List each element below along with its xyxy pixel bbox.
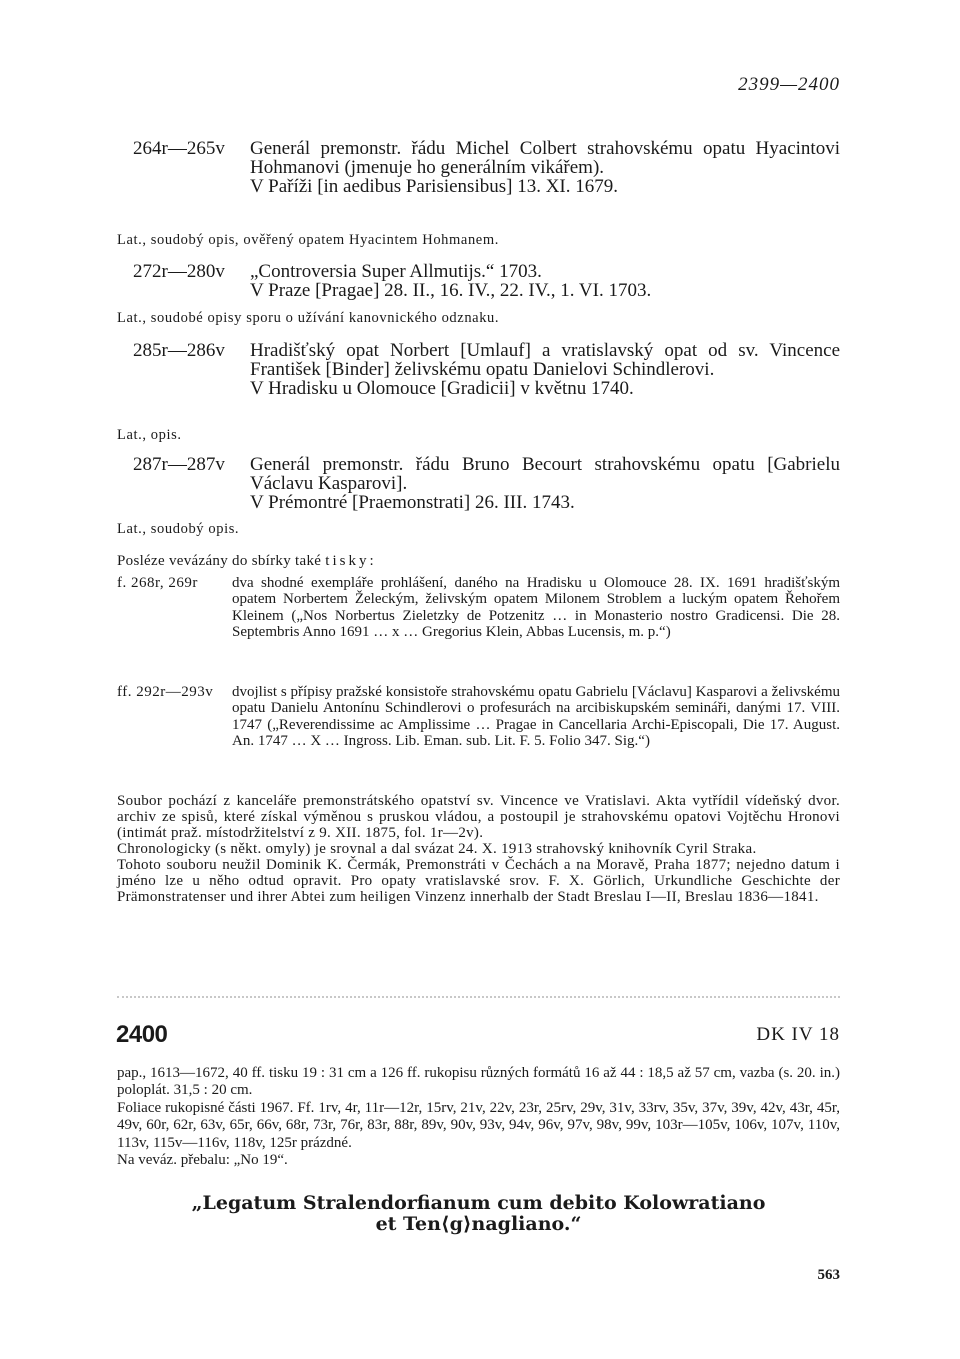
record-title (117, 1193, 840, 1235)
entry-body (250, 139, 840, 196)
print-text: dva shodné exempláře prohlášení, daného na Hradisku u Olomouce 28. IX. 1691 hradišťským opatem Norbertem Želeckým, želivským opatem Milonem Stroblem a luckým opatem Řehořem Kleinem („Nos Norbertus Zieletzky de Potzenitz … in Monasterio nostro Gradicensi. Die 28. Septembris Anno 1691 … x … Gregorius Klein, Abbas Lucensis, m. p.“) (232, 575, 840, 641)
prints-intro-colon: : (369, 553, 374, 569)
page-number: 563 (817, 1267, 840, 1283)
entry-text: „Controversia Super Allmutijs.“ 1703. (250, 261, 542, 282)
prints-intro-text: Posléze vevázány do sbírky také (117, 553, 326, 569)
print-text: dvojlist s přípisy pražské konsistoře strahovskému opatu Gabrielu [Václavu] Kasparovi a želivskému opatu Danielu Antonínu Schindlerovi o profesurách na arcibiskupském semináři, danými 17. VIII. 1747 („Reverendissime ac Amplissime … Pragae in Cancellaria Archi-Episcopali, Die 17. August. An. 1747 … X … Ingross. Lib. Eman. sub. Lit. F. 5. Folio 347. Sig.“) (232, 684, 840, 750)
folio-ref: 264r—265v (133, 138, 225, 159)
description-line: Foliace rukopisné části 1967. Ff. 1rv, 4r, 11r—12r, 15rv, 21v, 22v, 23r, 25rv, 29v, 31v, 33rv, 35v, 37v, 39v, 42v, 43r, 45r, 49v, 60r, 62r, 63v, 65r, 66v, 68r, 73r, 76r, 83r, 88r, 89v, 90v, 93v, 94v, 96v, 97v, 98v, 99v, 103r—105v, 106v, 107v, 110v, 113v, 115v—116v, 118v, 125r prázdné. (117, 1099, 840, 1151)
entry-note: Lat., opis. (117, 427, 182, 443)
provenance-notes (117, 793, 840, 905)
provenance-paragraph: Chronologicky (s někt. omyly) je srovnal a dal svázat 24. X. 1913 strahovský knihovník Cyril Straka. (117, 841, 757, 857)
entry-text: Generál premonstr. řádu Bruno Becourt strahovskému opatu [Gabrielu Václavu Kasparovi]. (250, 454, 840, 494)
record-number: 2400 (116, 1021, 168, 1048)
entry-text: Hradišťský opat Norbert [Umlauf] a vratislavský opat od sv. Vincence František [Binder] želivskému opatu Danielovi Schindlerovi. (250, 340, 840, 380)
entry-place-date: V Prémontré [Praemonstrati] 26. III. 1743. (250, 492, 575, 513)
record-description (117, 1065, 840, 1169)
entry-note: Lat., soudobý opis, ověřený opatem Hyacintem Hohmanem. (117, 232, 499, 248)
running-head: 2399—2400 (738, 74, 840, 95)
prints-intro-spaced: tisky (325, 553, 370, 569)
print-ref: ff. 292r—293v (117, 684, 214, 700)
entry-note: Lat., soudobé opisy sporu o užívání kanovnického odznaku. (117, 310, 500, 326)
description-line: pap., 1613—1672, 40 ff. tisku 19 : 31 cm a 126 ff. rukopisu různých formátů 16 až 44 : 18,5 až 57 cm, vazba (s. 20. in.) poloplát. 31,5 : 20 cm. (117, 1065, 840, 1099)
folio-ref: 285r—286v (133, 340, 225, 361)
entry-body (250, 341, 840, 398)
print-ref: f. 268r, 269r (117, 575, 198, 591)
folio-ref: 272r—280v (133, 261, 225, 282)
entry-note: Lat., soudobý opis. (117, 521, 240, 537)
entry-body (250, 262, 840, 300)
description-line: Na veváz. přebalu: „No 19“. (117, 1152, 288, 1169)
entry-place-date: V Praze [Pragae] 28. II., 16. IV., 22. IV., 1. VI. 1703. (250, 280, 652, 301)
entry-body (250, 455, 840, 512)
record-title-line: „Legatum Stralendorfianum cum debito Kolowratiano (191, 1192, 766, 1214)
folio-ref: 287r—287v (133, 454, 225, 475)
provenance-paragraph: Tohoto souboru neužil Dominik K. Čermák, Premonstráti v Čechách a na Moravě, Praha 1877; nejedno datum i jméno lze u něho odtud opravit. Pro opaty vratislavské srov. F. X. Görlich, Urkundliche Geschichte der Prämonstratenser und ihrer Abtei zum heiligen Vinzenz innerhalb der Stadt Breslau I—II, Breslau 1836—1841. (117, 857, 840, 905)
provenance-paragraph: Soubor pochází z kanceláře premonstrátského opatství sv. Vincence ve Vratislavi. Akta vytřídil vídeňský dvor. archiv ze spisů, které získal výměnou s pruskou vládou, a postoupil je strahovskému opatovi Vojtěchu Hronovi (intimát praž. místodržitelství z 9. XII. 1875, fol. 1r—2v). (117, 793, 840, 841)
prints-intro (117, 553, 840, 569)
entry-place-date: V Hradisku u Olomouce [Gradicii] v květnu 1740. (250, 378, 634, 399)
record-title-line: et Ten⟨g⟩nagliano.“ (375, 1213, 582, 1235)
section-divider (117, 996, 840, 998)
entry-place-date: V Paříži [in aedibus Parisiensibus] 13. XI. 1679. (250, 176, 618, 197)
record-signature: DK IV 18 (756, 1024, 840, 1045)
entry-text: Generál premonstr. řádu Michel Colbert strahovskému opatu Hyacintovi Hohmanovi (jmenuje ho generálním vikářem). (250, 138, 840, 178)
